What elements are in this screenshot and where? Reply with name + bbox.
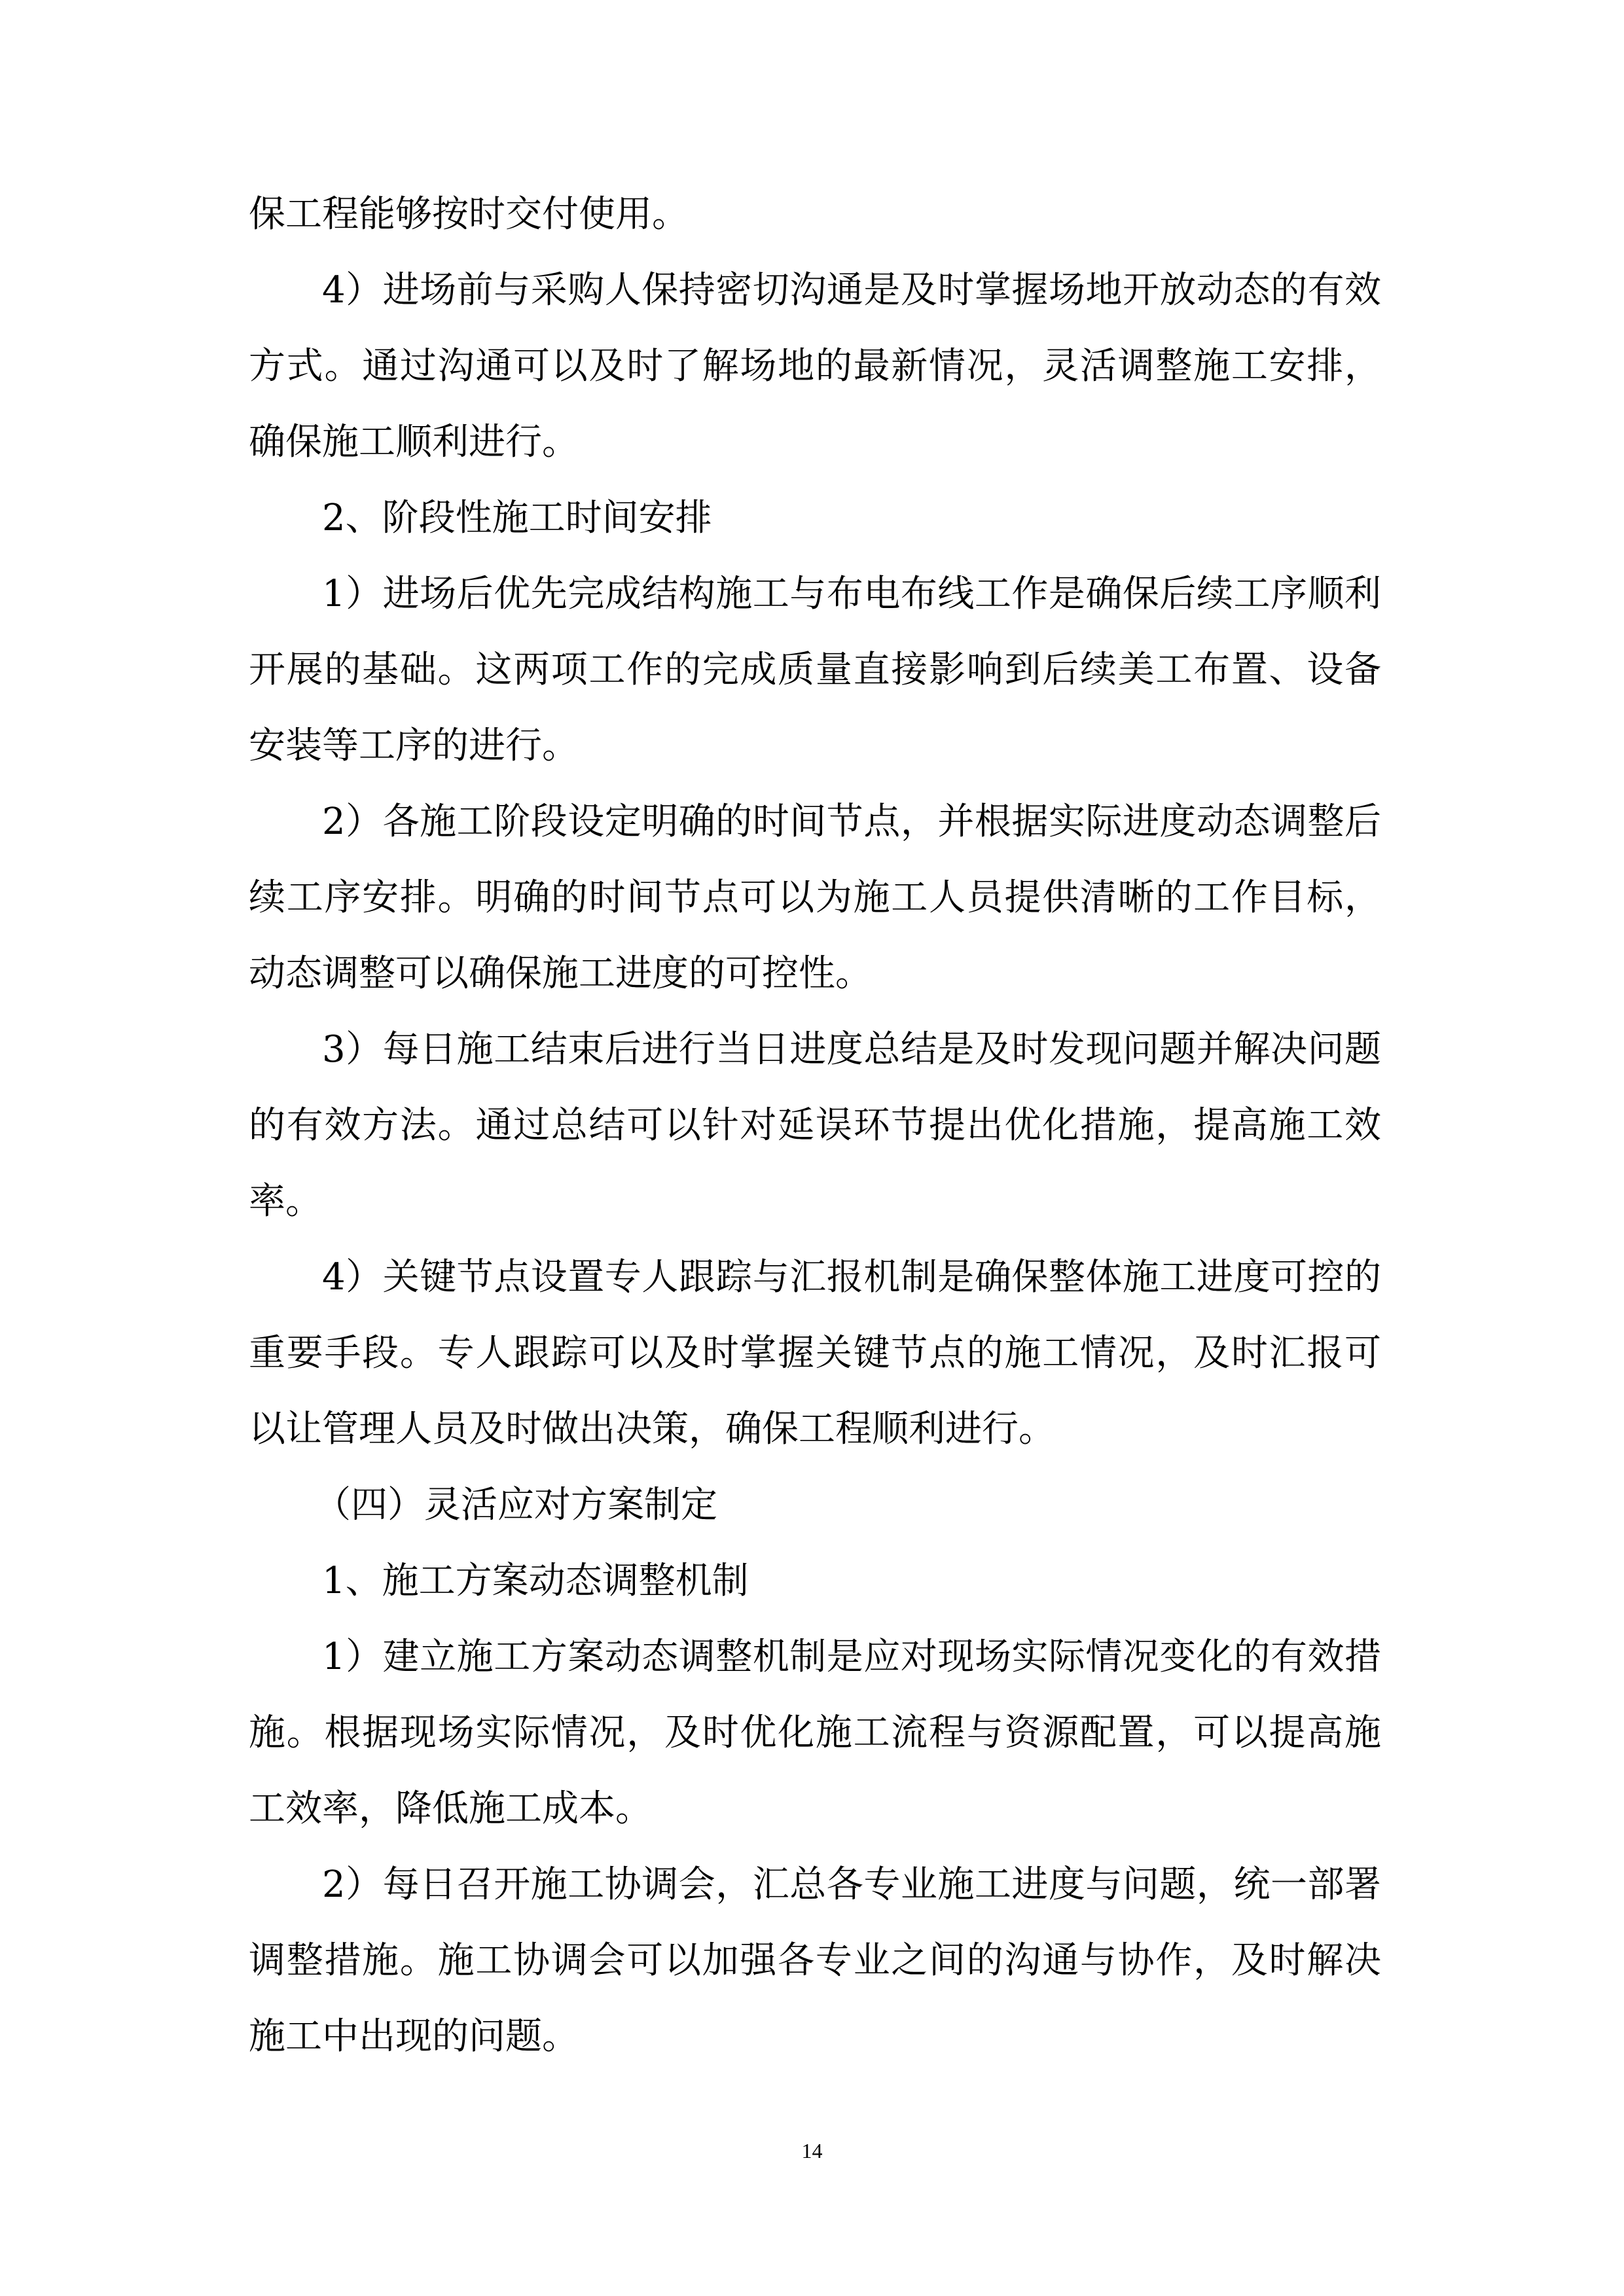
page-number: 14 bbox=[801, 2139, 823, 2162]
paragraph-item-3-daily-summary: 3）每日施工结束后进行当日进度总结是及时发现问题并解决问题的有效方法。通过总结可以针对延误环节提出优化措施，提高施工效率。 bbox=[249, 1028, 1381, 1223]
paragraph-item-2-milestones: 2）各施工阶段设定明确的时间节点，并根据实际进度动态调整后续工序安排。明确的时间节点可以为施工人员提供清晰的工作目标，动态调整可以确保施工进度的可控性。 bbox=[249, 800, 1381, 995]
paragraph-item-1-structure: 1）进场后优先完成结构施工与布电布线工作是确保后续工序顺利开展的基础。这两项工作的完成质量直接影响到后续美工布置、设备安装等工序的进行。 bbox=[249, 573, 1381, 767]
paragraph-continuation: 保工程能够按时交付使用。 bbox=[249, 193, 689, 236]
paragraph-item-4-key-nodes: 4）关键节点设置专人跟踪与汇报机制是确保整体施工进度可控的重要手段。专人跟踪可以及时掌握关键节点的施工情况，及时汇报可以让管理人员及时做出决策，确保工程顺利进行。 bbox=[249, 1256, 1381, 1450]
section-heading-flexible-response: （四）灵活应对方案制定 bbox=[314, 1484, 717, 1526]
document-page bbox=[249, 177, 1381, 2075]
subheading-dynamic-adjustment: 1、施工方案动态调整机制 bbox=[322, 1560, 749, 1602]
subheading-phased-schedule: 2、阶段性施工时间安排 bbox=[322, 497, 712, 539]
paragraph-item-4-communication: 4）进场前与采购人保持密切沟通是及时掌握场地开放动态的有效方式。通过沟通可以及时了解场地的最新情况，灵活调整施工安排，确保施工顺利进行。 bbox=[249, 269, 1381, 463]
paragraph-item-2-coordination: 2）每日召开施工协调会，汇总各专业施工进度与问题，统一部署调整措施。施工协调会可以加强各专业之间的沟通与协作，及时解决施工中出现的问题。 bbox=[249, 1863, 1381, 2058]
paragraph-item-1-mechanism: 1）建立施工方案动态调整机制是应对现场实际情况变化的有效措施。根据现场实际情况，及时优化施工流程与资源配置，可以提高施工效率，降低施工成本。 bbox=[249, 1636, 1381, 1830]
